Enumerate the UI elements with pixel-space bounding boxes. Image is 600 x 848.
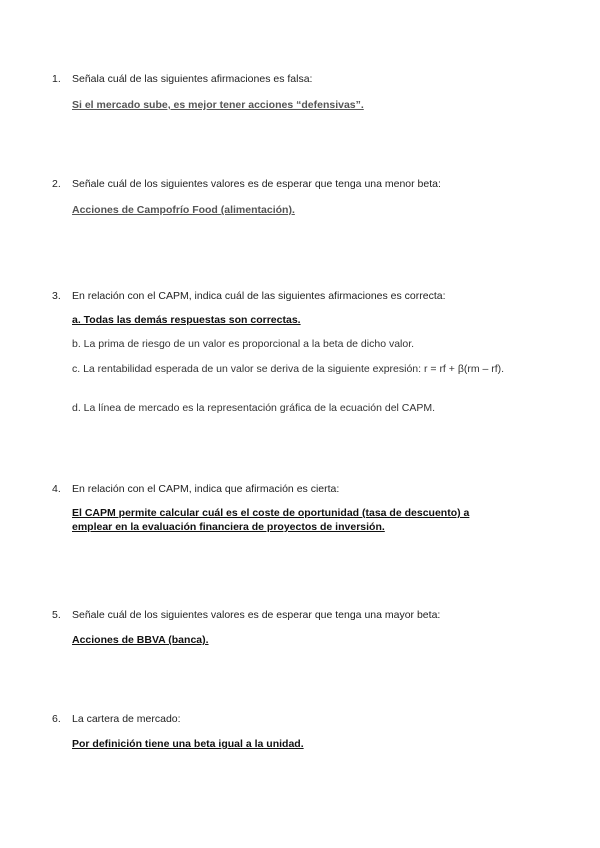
question-text: Señale cuál de los siguientes valores es de esperar que tenga una menor beta: — [72, 178, 441, 190]
question-1 — [0, 72, 600, 111]
answer: Acciones de Campofrío Food (alimentación). — [72, 204, 295, 216]
question-text: La cartera de mercado: — [72, 713, 181, 725]
question-text: Señala cuál de las siguientes afirmaciones es falsa: — [72, 73, 313, 85]
question-3 — [0, 289, 600, 414]
answer: a. Todas las demás respuestas son correctas. — [72, 314, 301, 326]
question-number: 4. — [52, 483, 61, 495]
question-number: 2. — [52, 178, 61, 190]
question-4 — [0, 482, 600, 533]
question-5 — [0, 608, 600, 646]
question-text: Señale cuál de los siguientes valores es de esperar que tenga una mayor beta: — [72, 609, 441, 621]
question-number: 6. — [52, 713, 61, 725]
question-text: En relación con el CAPM, indica cuál de las siguientes afirmaciones es correcta: — [72, 290, 446, 302]
answer: Por definición tiene una beta igual a la unidad. — [72, 738, 304, 750]
answer: Si el mercado sube, es mejor tener acciones “defensivas”. — [72, 99, 364, 111]
question-number: 1. — [52, 73, 61, 85]
answer: Acciones de BBVA (banca). — [72, 634, 209, 646]
option-c: c. La rentabilidad esperada de un valor se deriva de la siguiente expresión: r = rf + β(rm – rf). — [72, 363, 505, 375]
question-number: 5. — [52, 609, 61, 621]
answer: El CAPM permite calcular cuál es el coste de oportunidad (tasa de descuento) a emplear en la evaluación financiera de proyectos de inversión. — [72, 507, 470, 533]
question-6 — [0, 712, 600, 750]
option-b: b. La prima de riesgo de un valor es proporcional a la beta de dicho valor. — [72, 338, 415, 350]
question-text: En relación con el CAPM, indica que afirmación es cierta: — [72, 483, 340, 495]
question-number: 3. — [52, 290, 61, 302]
question-2 — [0, 177, 600, 216]
option-d: d. La línea de mercado es la representación gráfica de la ecuación del CAPM. — [72, 402, 436, 414]
